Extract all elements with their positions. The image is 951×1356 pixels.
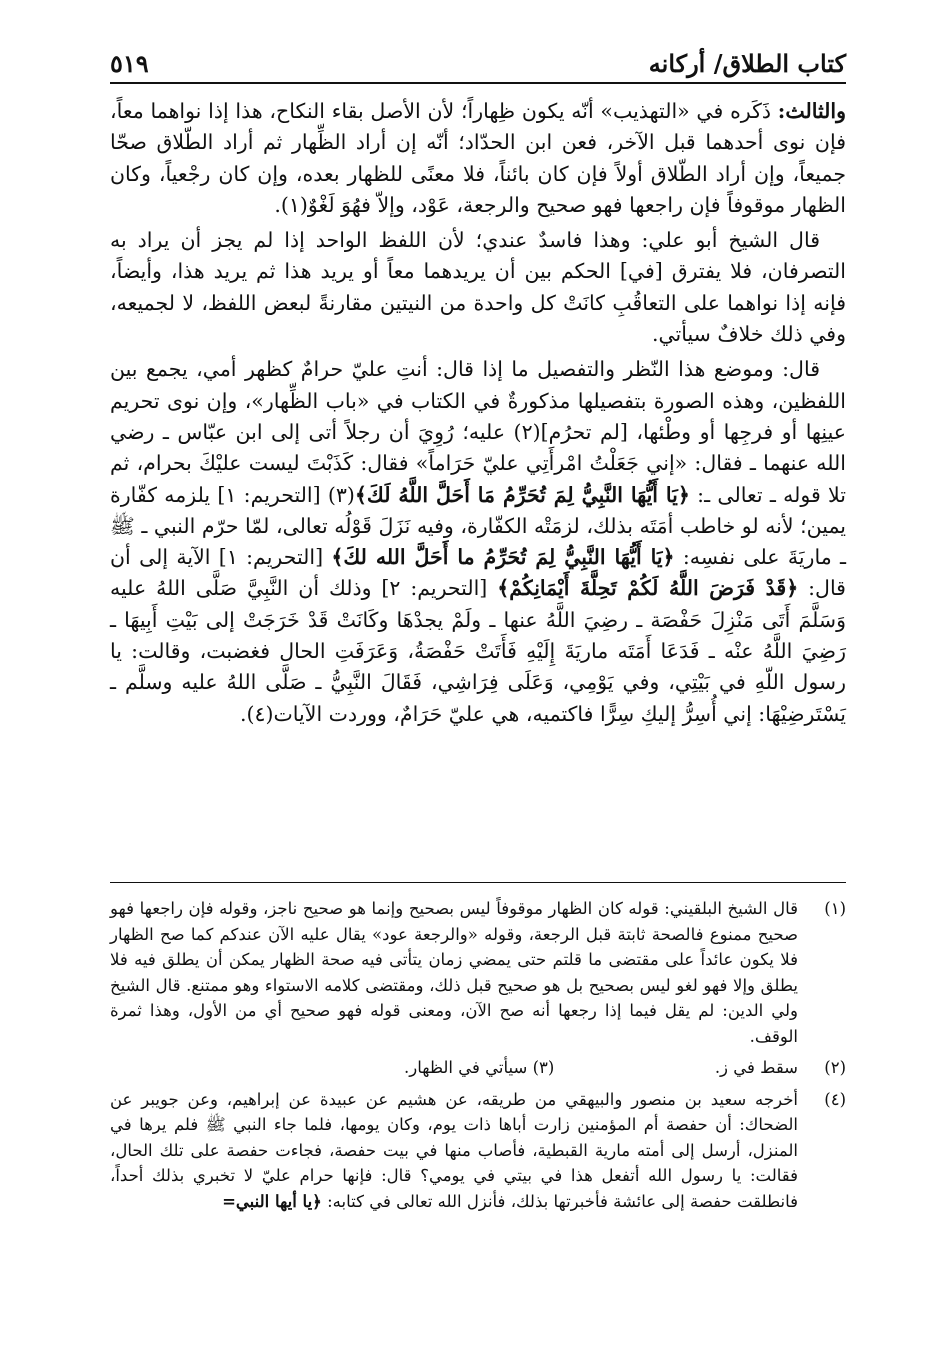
- footnotes: [110, 896, 846, 1220]
- page-number: ٥١٩: [110, 49, 149, 78]
- text-segment: [التحريم: ١] الآية إلى أن قال:: [110, 545, 846, 601]
- footnote: [110, 1087, 846, 1215]
- paragraph-abu-ali: قال الشيخ أبو علي: وهذا فاسدٌ عندي؛ لأن اللفظ الواحد إذا لم يجز أن يراد به التصرفان، فلا يفترق [في] الحكم بين أن يريدهما معاً أو يريد هذا ثم يريد هذا، وأيضاً، فإنه إذا نواهما على التعاقُبِ كانَتْ كل واحدة من النيتين مقارنةً لبعض اللفظ، لا لجميعه، وفي ذلك خلافٌ سيأتي.: [110, 228, 846, 347]
- paragraph-third-view: [110, 96, 846, 221]
- quran-quote: ﴿قَدْ فَرَضَ اللَّهُ لَكُمْ تَحِلَّةَ أَيْمَانِكُمْ﴾: [497, 576, 799, 601]
- quran-quote: ﴿يا أيها النبي=: [222, 1191, 322, 1211]
- footnote-text: [110, 1055, 798, 1081]
- footnote-number-inline: (٣): [532, 1058, 555, 1077]
- footnote-text-part: سيأتي في الظهار.: [404, 1058, 528, 1077]
- footnote: [110, 896, 846, 1049]
- header-divider: [110, 82, 846, 84]
- footnote-number: (٢): [824, 1058, 846, 1077]
- quran-quote: ﴿يَا أَيُّهَا النَّبِيُّ لِمَ تُحَرِّمُ مَا أَحَلَّ اللَّهُ لَكَ﴾: [354, 482, 690, 507]
- footnote-number: (٤): [824, 1089, 846, 1109]
- paragraph-lead: والثالث:: [777, 99, 846, 123]
- book-page: [110, 20, 846, 1340]
- quran-quote: ﴿يَا أَيُّهَا النَّبِيُّ لِمَ تُحَرِّمُ ما أَحَلَّ الله لكَ﴾: [331, 545, 675, 570]
- text-segment: [التحريم: ٢] وذلك أن النَّبِيَّ صَلَّى اللهُ عليه وَسَلَّمَ أَتَى مَنْزِلَ حَفْصَة ـ رضِيَ اللَّهُ عنها ـ ولَمْ يجدْهَا وكَانَتْ قَدْ خَرَجَتْ إلى بَيْتِ أَبِيهَا ـ رَضِيَ اللَّهُ عنْه ـ فَدَعَا أَمَتَه ماريَةَ إِلَيْهِ فَأَتَتْ حَفْصَةُ، وَعَرَفَتِ الحال فغضبت، وقالت: يا رسول اللّهِ في بَيْتِي، وفي يَوْمِي، وَعَلَى فِرَاشِي، فَقَالَ النَّبِيُّ ـ صَلَّى اللهُ عليه وسلَّم ـ يَسْتَرضِيْهَا: إني أُسِرُّ إليكِ سِرًّا فاكتميه، هي عليّ حَرَامٌ، ووردت الآيات(٤).: [110, 576, 846, 726]
- footnote-text: [110, 1087, 798, 1215]
- footnote-text-part: سقط في ز.: [714, 1058, 798, 1077]
- main-text: [110, 96, 846, 734]
- paragraph-discussion: [110, 354, 846, 730]
- footnote-text-part: أخرجه سعيد بن منصور والبيهقي من طريقه، عن هشيم عن عبيدة عن إبراهيم، وعن جويبر عن الضحاك: أن حفصة أم المؤمنين زارت أباها ذات يوم، وكان يومها، فلما جاء النبي ﷺ فلم يرها في المنزل، أرسل إلى أمته مارية القبطية، فأصاب منها في بيت حفصة، فجاءت حفصة على تلك الحال، فقالت: يا رسول الله أتفعل هذا في بيتي في يومي؟ قال: فإنها حرام عليّ لا تخبري بذلك أحداً، فانطلقت حفصة إلى عائشة فأخبرتها بذلك، فأنزل الله تعالى في كتابه:: [110, 1089, 798, 1211]
- footnote: [110, 1055, 846, 1081]
- running-header: [110, 38, 846, 78]
- text-segment: قال: وموضع هذا النّظر والتفصيل ما إذا قال: أنتِ عليّ حرامٌ كظهر أمي، يجمع بين اللفظين، وهذه الصورة بتفصيلها مذكورةٌ في الكتاب في «باب الظِّهار»، وإن نوى تحريم عينِها أو فرجِها أو وطْئها، [لم تحرُم](٢) عليه؛ رُوِيَ أن رجلاً أتى إلى ابن عبّاس ـ رضي الله عنهما ـ فقال: «إني جَعَلْتُ امْرأَتِي عليّ حَرَاماً» فقال: كَذَبْتَ ليست عليْكَ بحرام، ثم تلا قوله ـ تعالى ـ:: [110, 357, 846, 507]
- footnote-number: (١): [824, 899, 846, 918]
- paragraph-body: ذَكَره في «التهذيب» أنّه يكون ظِهاراً؛ لأن الأصل بقاء النكاح، هذا إذا نواهما معاً، فإن نوى أحدهما قبل الآخر، فعن ابن الحدّاد؛ أنّه إن أراد الظِّهار ثم أراد الطّلاق صحّا جميعاً، وإن أراد الطّلاق أولاً فإن كان بائناً، فلا معنًى للظهار بعده، وإن كان رجْعياً، وكان الظهار موقوفاً فإن راجعها فهو صحيح والرجعة، عَوْد، وإلاّ فهُوَ لَغْوٌ(١).: [110, 99, 846, 217]
- footnote-divider: [110, 882, 846, 883]
- footnote-text: قال الشيخ البلقيني: قوله كان الظهار موقوفاً ليس بصحيح وإنما هو صحيح ناجز، وقوله فإن راجعها فهو صحيح ممنوع فالصحة ثابتة قبل الرجعة، وقوله «والرجعة عود» يقال عليه الآن عندكم كما صح الظهار فلا يكون عائداً على مقتضى ما قلتم حتى يمضي زمان يتأتى فيه صحة الظهار يمكن أن يطلق فيه فلا يطلق وإلا فهو لغو ليس بصحيح بل هو صحيح قبل ذلك، ومقتضى كلامه الاستواء وهو ممتنع. قال الشيخ ولي الدين: لم يقل فيما إذا رجعها أنه صح الآن، ومعنى قوله فهو صحيح أي من الأول، وهذا ثمرة الوقف.: [110, 899, 798, 1046]
- running-title: كتاب الطلاق/ أركانه: [648, 49, 846, 78]
- text-segment: (٣) [التحريم: ١] يلزمه كفّارة يمين؛ لأنه لو خاطب أمَتَه بذلك، لزمَتْه الكفّارة، وفيه نَزَلَ قَوْلُه تعالى، لمّا حرّم النبي ـ ﷺ ـ ماريَةَ على نفسِه:: [110, 482, 846, 570]
